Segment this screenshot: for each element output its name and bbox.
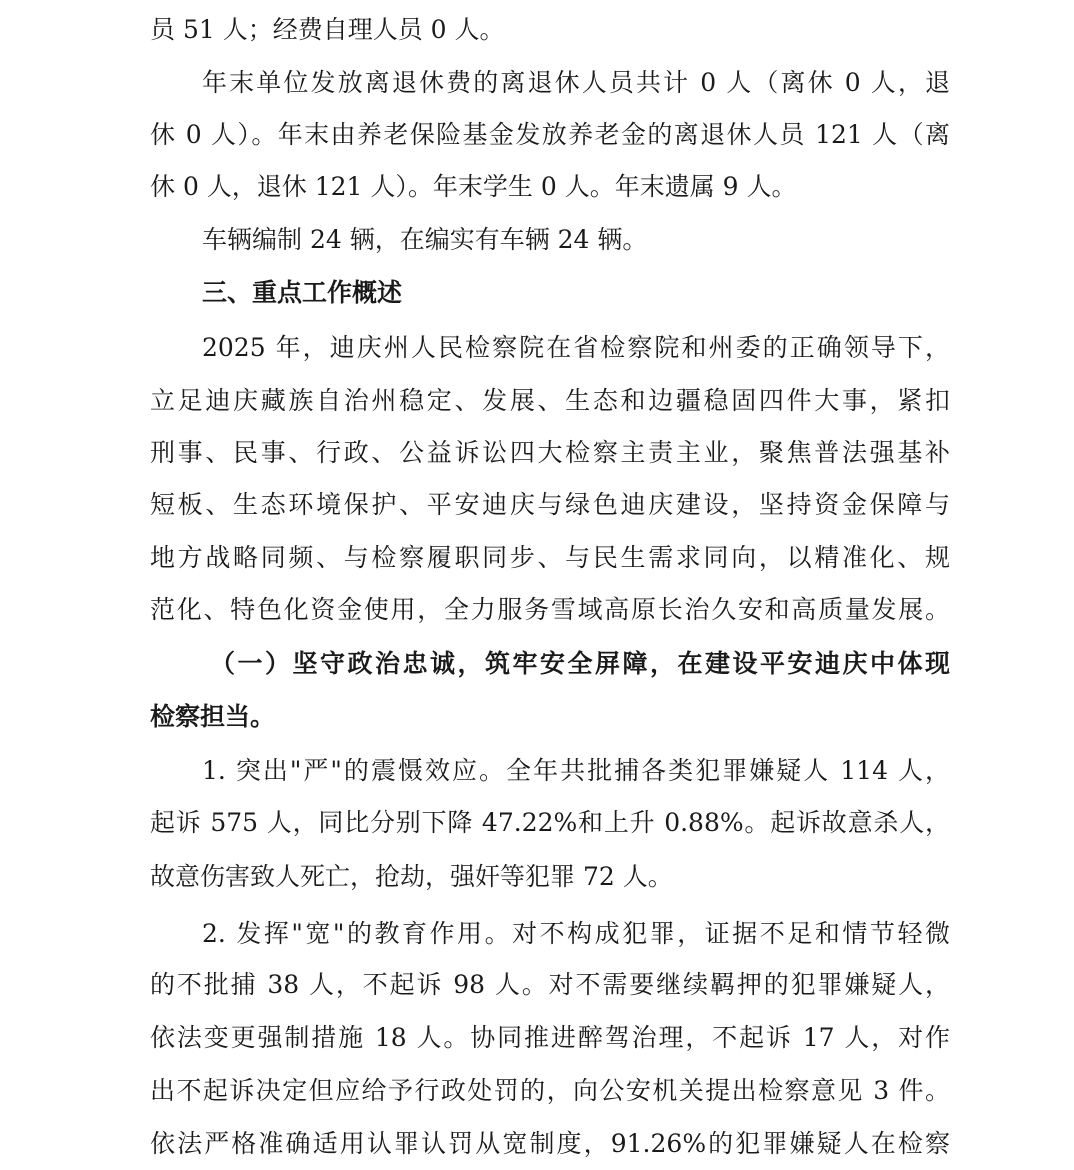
text-line: 年末单位发放离退休费的离退休人员共计 0 人（离休 0 人，退	[202, 68, 950, 97]
text-line: 短板、生态环境保护、平安迪庆与绿色迪庆建设，坚持资金保障与	[150, 490, 950, 519]
text-line: 车辆编制 24 辆，在编实有车辆 24 辆。	[202, 225, 648, 254]
text-line: 立足迪庆藏族自治州稳定、发展、生态和边疆稳固四件大事，紧扣	[150, 386, 950, 415]
text-line: 2. 发挥"宽"的教育作用。对不构成犯罪，证据不足和情节轻微	[202, 919, 950, 948]
text-line: 出不起诉决定但应给予行政处罚的，向公安机关提出检察意见 3 件。	[150, 1076, 950, 1105]
text-line: 的不批捕 38 人，不起诉 98 人。对不需要继续羁押的犯罪嫌疑人，	[150, 970, 950, 999]
section-heading: 三、重点工作概述	[202, 278, 403, 307]
text-line: 依法变更强制措施 18 人。协同推进醉驾治理，不起诉 17 人，对作	[150, 1023, 950, 1052]
text-line: 刑事、民事、行政、公益诉讼四大检察主责主业，聚焦普法强基补	[150, 438, 950, 467]
text-line: 故意伤害致人死亡，抢劫，强奸等犯罪 72 人。	[150, 862, 673, 891]
text-line: 员 51 人；经费自理人员 0 人。	[150, 15, 505, 44]
text-line: 地方战略同频、与检察履职同步、与民生需求同向，以精准化、规	[150, 543, 950, 572]
text-line: 2025 年，迪庆州人民检察院在省检察院和州委的正确领导下，	[202, 333, 950, 362]
text-line: 休 0 人，退休 121 人）。年末学生 0 人。年末遗属 9 人。	[150, 172, 797, 201]
sub-heading: （一）坚守政治忠诚，筑牢安全屏障，在建设平安迪庆中体现	[210, 649, 950, 678]
text-line: 范化、特色化资金使用，全力服务雪域高原长治久安和高质量发展。	[150, 595, 950, 624]
text-line: 依法严格准确适用认罪认罚从宽制度，91.26%的犯罪嫌疑人在检察	[150, 1129, 950, 1158]
sub-heading-continued: 检察担当。	[150, 702, 276, 731]
text-line: 起诉 575 人，同比分别下降 47.22%和上升 0.88%。起诉故意杀人，	[150, 808, 950, 837]
text-line: 休 0 人）。年末由养老保险基金发放养老金的离退休人员 121 人（离	[150, 120, 950, 149]
text-line: 1. 突出"严"的震慑效应。全年共批捕各类犯罪嫌疑人 114 人，	[202, 756, 950, 785]
